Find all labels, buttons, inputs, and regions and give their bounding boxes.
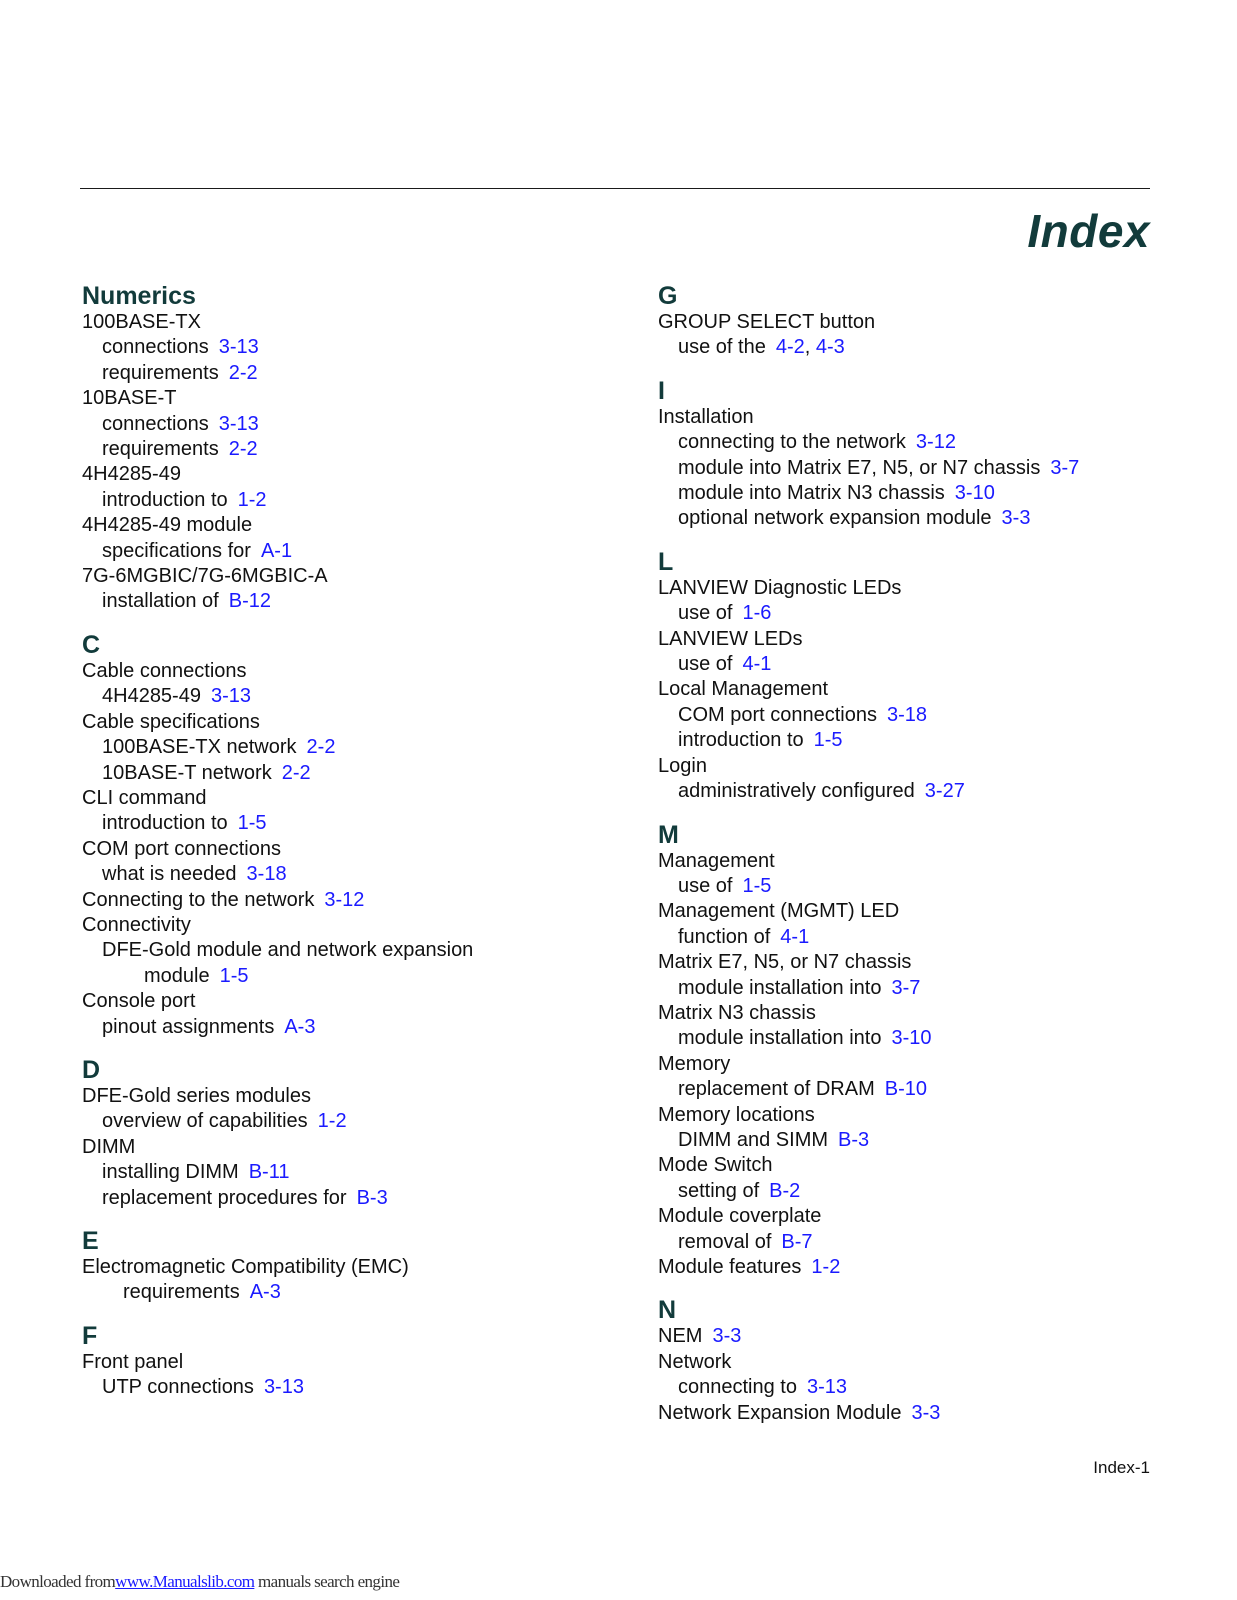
index-entry bbox=[658, 1324, 1218, 1349]
entry-text: what is needed bbox=[102, 863, 237, 886]
section-heading: L bbox=[658, 547, 674, 576]
footer-suffix: manuals search engine bbox=[258, 1572, 400, 1591]
index-entry bbox=[82, 1084, 602, 1109]
index-entry bbox=[658, 1255, 1218, 1280]
index-entry bbox=[658, 1350, 1218, 1375]
entry-text: COM port connections bbox=[678, 703, 877, 726]
entry-text: requirements bbox=[102, 438, 219, 461]
entry-text: module into Matrix N3 chassis bbox=[678, 482, 945, 505]
entry-text: module into Matrix E7, N5, or N7 chassis bbox=[678, 456, 1041, 479]
entry-text: Login bbox=[658, 754, 707, 777]
page-reference-link[interactable]: B-11 bbox=[248, 1161, 290, 1184]
page-reference-link[interactable]: 1-2 bbox=[237, 488, 267, 511]
index-subentry bbox=[658, 976, 1218, 1001]
index-entry bbox=[658, 1153, 1218, 1178]
index-entry bbox=[658, 1001, 1218, 1026]
index-entry bbox=[82, 513, 602, 538]
index-entry bbox=[82, 1255, 602, 1280]
page-reference-link[interactable]: 1-6 bbox=[742, 602, 772, 625]
entry-text: use of the bbox=[678, 336, 766, 359]
page-reference-link[interactable]: 1-2 bbox=[317, 1110, 347, 1133]
index-subentry bbox=[658, 925, 1218, 950]
entry-text: 10BASE-T bbox=[82, 387, 177, 410]
index-subentry bbox=[658, 456, 1218, 481]
index-subentry bbox=[658, 779, 1218, 804]
page-reference-link[interactable]: 3-10 bbox=[891, 1027, 932, 1050]
entry-text: Network bbox=[658, 1350, 732, 1373]
entry-text: introduction to bbox=[102, 812, 228, 835]
entry-text: DFE-Gold series modules bbox=[82, 1084, 311, 1107]
entry-text: module installation into bbox=[678, 976, 882, 999]
index-subentry bbox=[658, 1375, 1218, 1400]
entry-text: 10BASE-T network bbox=[102, 761, 272, 784]
entry-text: CLI command bbox=[82, 786, 207, 809]
index-entry bbox=[82, 710, 602, 735]
entry-text: function of bbox=[678, 925, 771, 948]
page-number: Index-1 bbox=[1093, 1458, 1150, 1477]
page-reference-link[interactable]: 2-2 bbox=[281, 761, 311, 784]
index-column-right bbox=[658, 280, 1218, 1440]
entry-text: DFE-Gold module and network expansion bbox=[102, 939, 474, 962]
page-reference-link[interactable]: A-3 bbox=[249, 1281, 281, 1304]
entry-text: connecting to bbox=[678, 1376, 797, 1399]
entry-text: replacement of DRAM bbox=[678, 1078, 875, 1101]
entry-text: Mode Switch bbox=[658, 1154, 773, 1177]
footer-prefix: Downloaded from bbox=[0, 1572, 116, 1591]
page-reference-link[interactable]: 2-2 bbox=[228, 361, 258, 384]
entry-text: 4H4285-49 bbox=[82, 463, 181, 486]
index-subentry bbox=[658, 652, 1218, 677]
page-reference-link[interactable]: 2-2 bbox=[306, 736, 336, 759]
index-subentry bbox=[658, 1179, 1218, 1204]
index-subentry bbox=[82, 361, 602, 386]
entry-text: Local Management bbox=[658, 678, 829, 701]
entry-text: Connecting to the network bbox=[82, 888, 315, 911]
entry-text: UTP connections bbox=[102, 1376, 254, 1399]
page-reference-link[interactable]: B-3 bbox=[356, 1186, 388, 1209]
index-entry bbox=[82, 1135, 602, 1160]
entry-text: pinout assignments bbox=[102, 1015, 275, 1038]
page-reference-link[interactable]: 4-3 bbox=[815, 336, 845, 359]
entry-text: 100BASE-TX bbox=[82, 311, 201, 333]
page-reference-link[interactable]: 3-10 bbox=[954, 482, 995, 505]
entry-text: specifications for bbox=[102, 539, 251, 562]
entry-text: Cable specifications bbox=[82, 710, 260, 733]
entry-text: Electromagnetic Compatibility (EMC) bbox=[82, 1256, 409, 1278]
entry-text: Management (MGMT) LED bbox=[658, 900, 900, 923]
index-section bbox=[82, 629, 602, 1040]
entry-text: Console port bbox=[82, 990, 196, 1013]
index-subentry bbox=[82, 684, 602, 709]
index-section bbox=[82, 1320, 602, 1401]
entry-text: 4H4285-49 module bbox=[82, 514, 253, 537]
section-heading: D bbox=[82, 1055, 101, 1084]
page-reference-link[interactable]: 3-18 bbox=[246, 863, 287, 886]
entry-text: Memory bbox=[658, 1052, 731, 1075]
index-entry bbox=[658, 627, 1218, 652]
index-subentry bbox=[82, 1186, 602, 1211]
entry-text: Cable connections bbox=[82, 659, 247, 682]
entry-text: 7G-6MGBIC/7G-6MGBIC-A bbox=[82, 565, 328, 588]
page-reference-link[interactable]: A-3 bbox=[284, 1015, 316, 1038]
section-heading: F bbox=[82, 1321, 98, 1350]
entry-text: connections bbox=[102, 336, 209, 359]
section-heading: Numerics bbox=[82, 282, 196, 310]
page-reference-link[interactable]: 1-5 bbox=[219, 964, 249, 987]
entry-text: Installation bbox=[658, 405, 754, 428]
entry-text: use of bbox=[678, 874, 733, 897]
page-reference-link[interactable]: B-10 bbox=[884, 1078, 927, 1101]
index-entry bbox=[82, 888, 602, 913]
index-subentry bbox=[82, 412, 602, 437]
entry-text: Module features bbox=[658, 1256, 802, 1278]
page-reference-link[interactable]: 1-5 bbox=[237, 812, 267, 835]
index-subentry bbox=[82, 1280, 602, 1305]
section-heading: G bbox=[658, 282, 678, 310]
entry-text: LANVIEW LEDs bbox=[658, 627, 803, 650]
index-entry bbox=[82, 1350, 602, 1375]
index-section bbox=[658, 1294, 1218, 1426]
index-entry bbox=[658, 576, 1218, 601]
page-reference-link[interactable]: 1-5 bbox=[742, 874, 772, 897]
index-section bbox=[658, 546, 1218, 805]
index-subentry bbox=[82, 1015, 602, 1040]
index-entry bbox=[658, 405, 1218, 430]
entry-text: Matrix E7, N5, or N7 chassis bbox=[658, 951, 912, 974]
page-reference-link[interactable]: 3-13 bbox=[806, 1376, 848, 1399]
page-reference-link[interactable]: B-7 bbox=[781, 1230, 813, 1253]
page-reference-link[interactable]: 3-13 bbox=[218, 412, 259, 435]
index-subentry bbox=[658, 1026, 1218, 1051]
entry-text: overview of capabilities bbox=[102, 1110, 308, 1133]
page-reference-link[interactable]: 3-13 bbox=[263, 1376, 304, 1399]
page-reference-link[interactable]: B-3 bbox=[838, 1128, 870, 1151]
index-subentry: use of the 4-2, 4-3 bbox=[678, 336, 845, 359]
index-entry bbox=[82, 310, 602, 335]
index-section bbox=[82, 280, 602, 615]
index-section bbox=[82, 1054, 602, 1211]
index-column-left bbox=[82, 280, 602, 1415]
page-reference-link[interactable]: 3-3 bbox=[712, 1325, 742, 1348]
entry-text: introduction to bbox=[102, 488, 228, 511]
section-heading: E bbox=[82, 1227, 99, 1255]
index-subentry bbox=[82, 761, 602, 786]
index-entry bbox=[658, 950, 1218, 975]
index-subentry bbox=[658, 481, 1218, 506]
header-rule bbox=[80, 188, 1150, 189]
index-subentry bbox=[658, 430, 1218, 455]
page-reference-link[interactable]: 3-13 bbox=[218, 336, 259, 359]
section-heading: I bbox=[658, 376, 665, 405]
index-entry bbox=[82, 659, 602, 684]
entry-text: 4H4285-49 bbox=[102, 685, 201, 708]
index-subentry bbox=[82, 811, 602, 836]
manualslib-link[interactable]: www.Manualslib.com bbox=[115, 1572, 255, 1591]
index-subentry bbox=[658, 728, 1218, 753]
entry-text: requirements bbox=[123, 1281, 240, 1304]
page-reference-link[interactable]: 3-13 bbox=[210, 685, 251, 708]
page-reference-link[interactable]: 3-27 bbox=[924, 780, 965, 803]
index-subentry bbox=[658, 506, 1218, 531]
index-entry bbox=[658, 677, 1218, 702]
entry-text: setting of bbox=[678, 1179, 760, 1202]
entry-text: connecting to the network bbox=[678, 431, 906, 454]
page-title: Index bbox=[1027, 205, 1150, 257]
entry-text: GROUP SELECT button bbox=[658, 311, 876, 333]
index-entry bbox=[658, 310, 1218, 335]
entry-text: Connectivity bbox=[82, 913, 191, 936]
page-reference-link[interactable]: B-12 bbox=[228, 590, 271, 613]
entry-text: introduction to bbox=[678, 729, 804, 752]
index-subentry bbox=[82, 1109, 602, 1134]
index-entry bbox=[658, 1401, 1218, 1426]
index-section bbox=[658, 375, 1218, 532]
index-entry bbox=[658, 899, 1218, 924]
index-subentry bbox=[658, 703, 1218, 728]
entry-text: 100BASE-TX network bbox=[102, 736, 297, 759]
index-entry bbox=[82, 564, 602, 589]
entry-text: optional network expansion module bbox=[678, 507, 992, 530]
entry-text: module bbox=[144, 964, 210, 987]
entry-text: administratively configured bbox=[678, 780, 915, 803]
entry-text: DIMM and SIMM bbox=[678, 1128, 829, 1151]
index-subentry bbox=[658, 601, 1218, 626]
index-entry bbox=[658, 754, 1218, 779]
index-entry bbox=[658, 1052, 1218, 1077]
index-subentry bbox=[658, 1077, 1218, 1102]
entry-text: Management bbox=[658, 849, 775, 872]
entry-text: replacement procedures for bbox=[102, 1186, 347, 1209]
entry-text: module installation into bbox=[678, 1027, 882, 1050]
entry-text: installing DIMM bbox=[102, 1161, 239, 1184]
index-section bbox=[658, 280, 1218, 361]
page-reference-link[interactable]: 1-2 bbox=[811, 1256, 841, 1278]
page-reference-link[interactable]: 4-1 bbox=[780, 925, 810, 948]
index-section bbox=[658, 819, 1218, 1281]
section-heading: M bbox=[658, 820, 679, 849]
index-subentry bbox=[82, 335, 602, 360]
index-subentry bbox=[82, 938, 602, 963]
page-reference-link[interactable]: 3-18 bbox=[886, 703, 928, 726]
entry-text: use of bbox=[678, 653, 733, 676]
entry-text: Module coverplate bbox=[658, 1205, 822, 1228]
index-entry bbox=[658, 1103, 1218, 1128]
index-entry bbox=[82, 989, 602, 1014]
page-reference-link[interactable]: 2-2 bbox=[228, 438, 258, 461]
page-reference-link[interactable]: 1-5 bbox=[813, 729, 843, 752]
section-heading: N bbox=[658, 1296, 677, 1325]
index-subentry bbox=[82, 589, 602, 614]
index-entry bbox=[658, 849, 1218, 874]
index-subentry bbox=[82, 488, 602, 513]
entry-text: NEM bbox=[658, 1325, 703, 1348]
page-reference-link[interactable]: A-1 bbox=[260, 539, 293, 562]
index-subentry bbox=[658, 874, 1218, 899]
entry-text: Memory locations bbox=[658, 1103, 815, 1126]
index-subentry bbox=[82, 539, 602, 564]
index-subentry bbox=[82, 862, 602, 887]
page-reference-link[interactable]: 4-2 bbox=[775, 336, 805, 359]
index-subentry bbox=[82, 964, 602, 989]
index-subentry bbox=[82, 735, 602, 760]
download-footer bbox=[0, 1572, 399, 1592]
entry-text: removal of bbox=[678, 1230, 772, 1253]
entry-text: Network Expansion Module bbox=[658, 1401, 902, 1424]
page-reference-link[interactable]: 3-7 bbox=[1050, 456, 1080, 479]
page-reference-link[interactable]: 3-3 bbox=[1001, 507, 1031, 530]
entry-text: use of bbox=[678, 602, 733, 625]
index-subentry bbox=[658, 1230, 1218, 1255]
page-reference-link[interactable]: 3-3 bbox=[911, 1401, 941, 1424]
index-entry bbox=[82, 386, 602, 411]
entry-text: requirements bbox=[102, 361, 219, 384]
page-reference-link[interactable]: 3-12 bbox=[324, 888, 365, 911]
page-reference-link[interactable]: 3-12 bbox=[915, 431, 956, 454]
index-entry bbox=[82, 913, 602, 938]
entry-text: LANVIEW Diagnostic LEDs bbox=[658, 576, 902, 599]
entry-text: installation of bbox=[102, 590, 219, 613]
index-entry bbox=[82, 786, 602, 811]
entry-text: connections bbox=[102, 412, 209, 435]
index-subentry bbox=[82, 1160, 602, 1185]
index-subentry bbox=[658, 1128, 1218, 1153]
entry-text: Matrix N3 chassis bbox=[658, 1001, 816, 1024]
page-reference-link[interactable]: B-2 bbox=[769, 1179, 801, 1202]
page-reference-link[interactable]: 4-1 bbox=[742, 653, 772, 676]
index-entry bbox=[82, 462, 602, 487]
section-heading: C bbox=[82, 630, 101, 659]
index-section bbox=[82, 1225, 602, 1306]
index-entry bbox=[658, 1204, 1218, 1229]
index-subentry bbox=[82, 437, 602, 462]
index-subentry bbox=[82, 1375, 602, 1400]
page-reference-link[interactable]: 3-7 bbox=[891, 976, 921, 999]
entry-text: Front panel bbox=[82, 1350, 184, 1373]
entry-text: COM port connections bbox=[82, 837, 281, 860]
entry-text: DIMM bbox=[82, 1135, 136, 1158]
index-entry bbox=[82, 837, 602, 862]
